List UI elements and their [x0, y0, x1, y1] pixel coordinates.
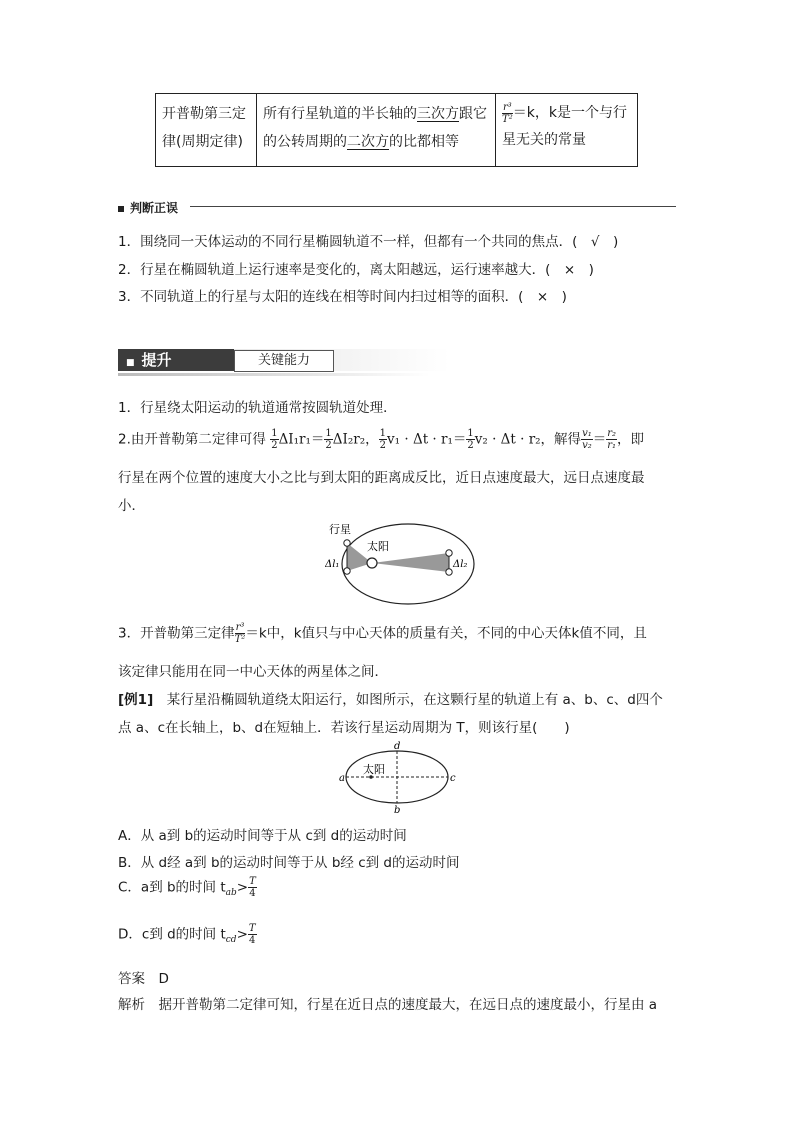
ellipse-points-figure — [338, 740, 458, 816]
quarter-period-fraction: $\frac{T}{4}$ — [248, 923, 256, 946]
sun-icon — [367, 558, 377, 568]
delta-l1-label: Δl₁ — [325, 559, 340, 570]
judge-section-title: 判断正误 — [118, 199, 178, 216]
half-fraction-2: $\frac{1}{2}$ — [325, 428, 332, 451]
judge-item-1: 1．围绕同一天体运动的不同行星椭圆轨道不一样，但都有一个共同的焦点．( √ ) — [118, 234, 619, 250]
option-a: A．从 a到 b的运动时间等于从 c到 d的运动时间 — [118, 828, 407, 844]
banner-label-box: 关键能力 — [234, 350, 334, 372]
table-law-name-line1: 开普勒第三定 — [162, 106, 246, 122]
velocity-ratio-fraction: $\frac{\text{v₁}}{\text{v₂}}$ — [582, 428, 592, 451]
option-c: C．a到 b的时间 $t_{ab}>$ $\frac{T}{4}$ — [118, 876, 256, 899]
half-fraction-4: $\frac{1}{2}$ — [467, 428, 474, 451]
point-2-line2: 行星在两个位置的速度大小之比与到太阳的距离成反比，近日点速度最大，远日点速度最 — [118, 470, 645, 486]
point-1: 1．行星绕太阳运动的轨道通常按圆轨道处理． — [118, 400, 397, 416]
example-line1: [例1] 某行星沿椭圆轨道绕太阳运行，如图所示，在这颗行星的轨道上有 a、b、c、d四个 — [118, 692, 663, 708]
example-line2: 点 a、c在长轴上，b、d在短轴上．若该行星运动周期为 T，则该行星( ) — [118, 720, 570, 736]
half-fraction-1: $\frac{1}{2}$ — [271, 428, 278, 451]
point-a-label: a — [339, 773, 345, 784]
key-ability-banner — [118, 349, 430, 375]
half-fraction-3: $\frac{1}{2}$ — [379, 428, 387, 451]
radius-ratio-fraction: $\frac{\text{r₂}}{\text{r₁}}$ — [607, 428, 617, 451]
table-law-name-line2: 律(周期定律) — [162, 134, 243, 150]
analysis-line: 解析 据开普勒第二定律可知，行星在近日点的速度最大，在远日点的速度最小，行星由 a — [118, 997, 658, 1013]
kepler-ratio-fraction: $\frac{\text{r³}}{\text{T²}}$ — [234, 622, 246, 645]
planet-dot-icon — [446, 550, 452, 556]
orbit-area-figure — [325, 518, 477, 608]
point-2-line3: 小． — [118, 498, 145, 514]
answer-line: 答案 D — [118, 971, 169, 987]
judge-item-2: 2．行星在椭圆轨道上运行速率是变化的，离太阳越远，运行速率越大．( × ) — [118, 262, 594, 278]
sun-label: 太阳 — [363, 763, 385, 776]
banner-underline — [118, 373, 430, 376]
table-law-name-cell — [156, 94, 257, 167]
planet-dot-icon — [446, 569, 452, 575]
point-b-label: b — [394, 805, 401, 816]
ratio-fraction: $\frac{\text{r³}}{\text{T²}}$ — [502, 101, 513, 125]
swept-area-right — [372, 553, 449, 572]
table-formula-line2: 星无关的常量 — [502, 132, 586, 148]
planet-dot-icon — [344, 568, 350, 574]
kepler-third-law-table — [155, 93, 638, 167]
point-3-line1: 3．开普勒第三定律 $\frac{\text{r³}}{\text{T²}}$ ＝k中，k值只与中心天体的质量有关，不同的中心天体k值不同，且 — [118, 622, 647, 645]
table-content-line2: 的公转周期的二次方的比都相等 — [263, 134, 459, 150]
option-d: D．c到 d的时间 $t_{cd}>$ $\frac{T}{4}$ — [118, 923, 256, 946]
square-bullet-icon — [118, 206, 124, 212]
table-content-cell — [257, 94, 496, 167]
point-2-line1: 2.由开普勒第二定律可得 $\frac{1}{2}$ ΔI₁r₁＝ $\frac{1}{2}$ ΔI₂r₂， $\frac{1}{2}$ v₁ · Δt · r₁＝ $\frac{1}{2}$ v₂ · Δt · r₂，解得 $\frac{\text{v₁}}{\text{v₂}}$ ＝ $\frac{\text{r₂}}{\text{r₁}}$ ，即 — [118, 428, 645, 451]
judge-item-3: 3．不同轨道上的行星与太阳的连线在相等时间内扫过相等的面积．( × ) — [118, 289, 567, 305]
point-c-label: c — [450, 773, 456, 784]
option-b: B．从 d经 a到 b的运动时间等于从 b经 c到 d的运动时间 — [118, 855, 460, 871]
planet-dot-icon — [344, 540, 350, 546]
point-3-line2: 该定律只能用在同一中心天体的两星体之间． — [118, 664, 388, 680]
table-formula-line1: $\frac{\text{r³}}{\text{T²}}$ ＝k，k是一个与行 — [502, 101, 628, 125]
table-content-line1: 所有行星轨道的半长轴的三次方跟它 — [263, 106, 487, 122]
quarter-period-fraction: $\frac{T}{4}$ — [249, 876, 256, 899]
planet-label: 行星 — [329, 523, 351, 536]
table-formula-cell — [496, 94, 638, 167]
banner-dark-tab: ■ 提升 — [118, 349, 234, 371]
point-d-label: d — [394, 741, 401, 752]
delta-l2-label: Δl₂ — [453, 559, 468, 570]
sun-label: 太阳 — [367, 540, 389, 553]
section-divider — [190, 206, 676, 207]
